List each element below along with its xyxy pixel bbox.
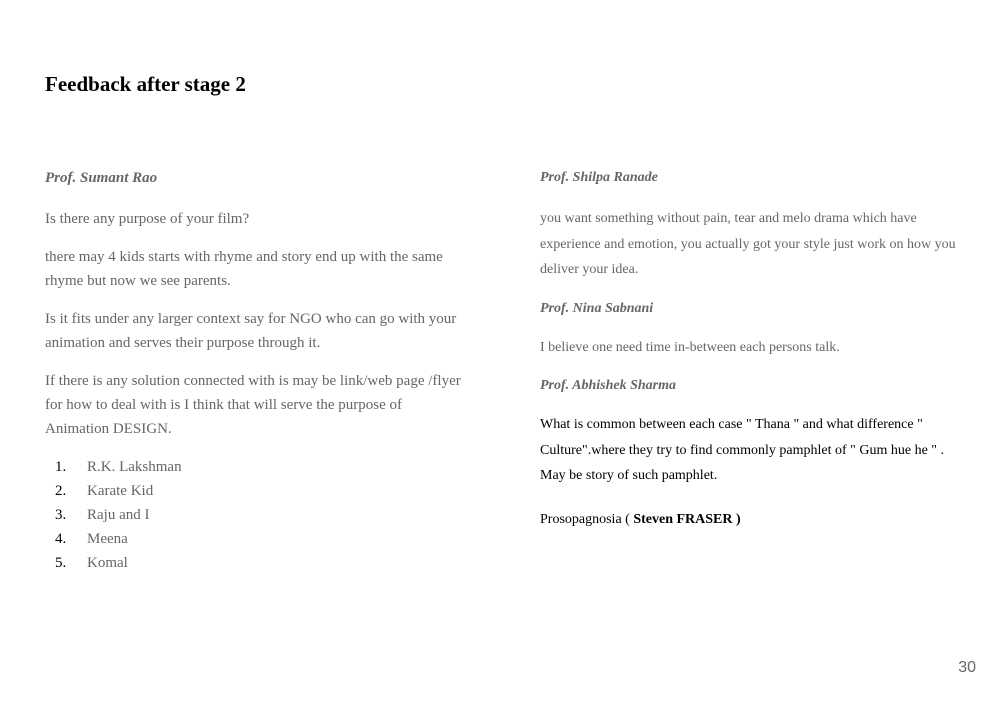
feedback-paragraph: If there is any solution connected with is may be link/web page /flyer for how to deal with is I think that will serve the purpose of Animation DESIGN. bbox=[45, 373, 461, 437]
prof-name-nina: Prof. Nina Sabnani bbox=[540, 300, 654, 316]
prof-name-abhishek: Prof. Abhishek Sharma bbox=[540, 378, 677, 393]
feedback-paragraph: What is common between each case " Thana " and what difference " Culture".where they try to find commonly pamphlet of " Gum hue he " . May be story of such pamphlet. bbox=[540, 417, 945, 483]
reference-line bbox=[540, 507, 960, 533]
list-item bbox=[45, 479, 465, 503]
list-item bbox=[45, 503, 465, 527]
prof-name-shilpa: Prof. Shilpa Ranade bbox=[540, 170, 658, 185]
film-name: Komal bbox=[87, 555, 128, 571]
feedback-paragraph: you want something without pain, tear and melo drama which have experience and emotion, you actually got your style just work on how you deliver your idea. bbox=[540, 211, 956, 277]
prof-name-sumant: Prof. Sumant Rao bbox=[45, 170, 158, 186]
list-number: 3. bbox=[55, 507, 67, 523]
list-number: 2. bbox=[55, 483, 67, 499]
list-number: 1. bbox=[55, 459, 67, 475]
reference-prefix: Prosopagnosia ( bbox=[540, 511, 630, 527]
left-column bbox=[45, 170, 465, 575]
page-number: 30 bbox=[958, 659, 976, 676]
feedback-paragraph: there may 4 kids starts with rhyme and story end up with the same rhyme but now we see parents. bbox=[45, 249, 443, 289]
feedback-paragraph: Is it fits under any larger context say for NGO who can go with your animation and serves their purpose through it. bbox=[45, 311, 457, 351]
feedback-paragraph: I believe one need time in-between each persons talk. bbox=[540, 339, 840, 355]
list-number: 5. bbox=[55, 555, 67, 571]
film-name: Raju and I bbox=[87, 507, 150, 523]
film-reference-list bbox=[45, 455, 465, 575]
reference-author: Steven FRASER ) bbox=[633, 511, 741, 527]
list-number: 4. bbox=[55, 531, 67, 547]
film-name: Karate Kid bbox=[87, 483, 154, 499]
list-item bbox=[45, 527, 465, 551]
film-name: Meena bbox=[87, 531, 128, 547]
list-item bbox=[45, 455, 465, 479]
feedback-paragraph: Is there any purpose of your film? bbox=[45, 211, 250, 227]
page-title: Feedback after stage 2 bbox=[45, 72, 246, 96]
film-name: R.K. Lakshman bbox=[87, 459, 182, 475]
right-column bbox=[540, 170, 960, 532]
list-item bbox=[45, 551, 465, 575]
